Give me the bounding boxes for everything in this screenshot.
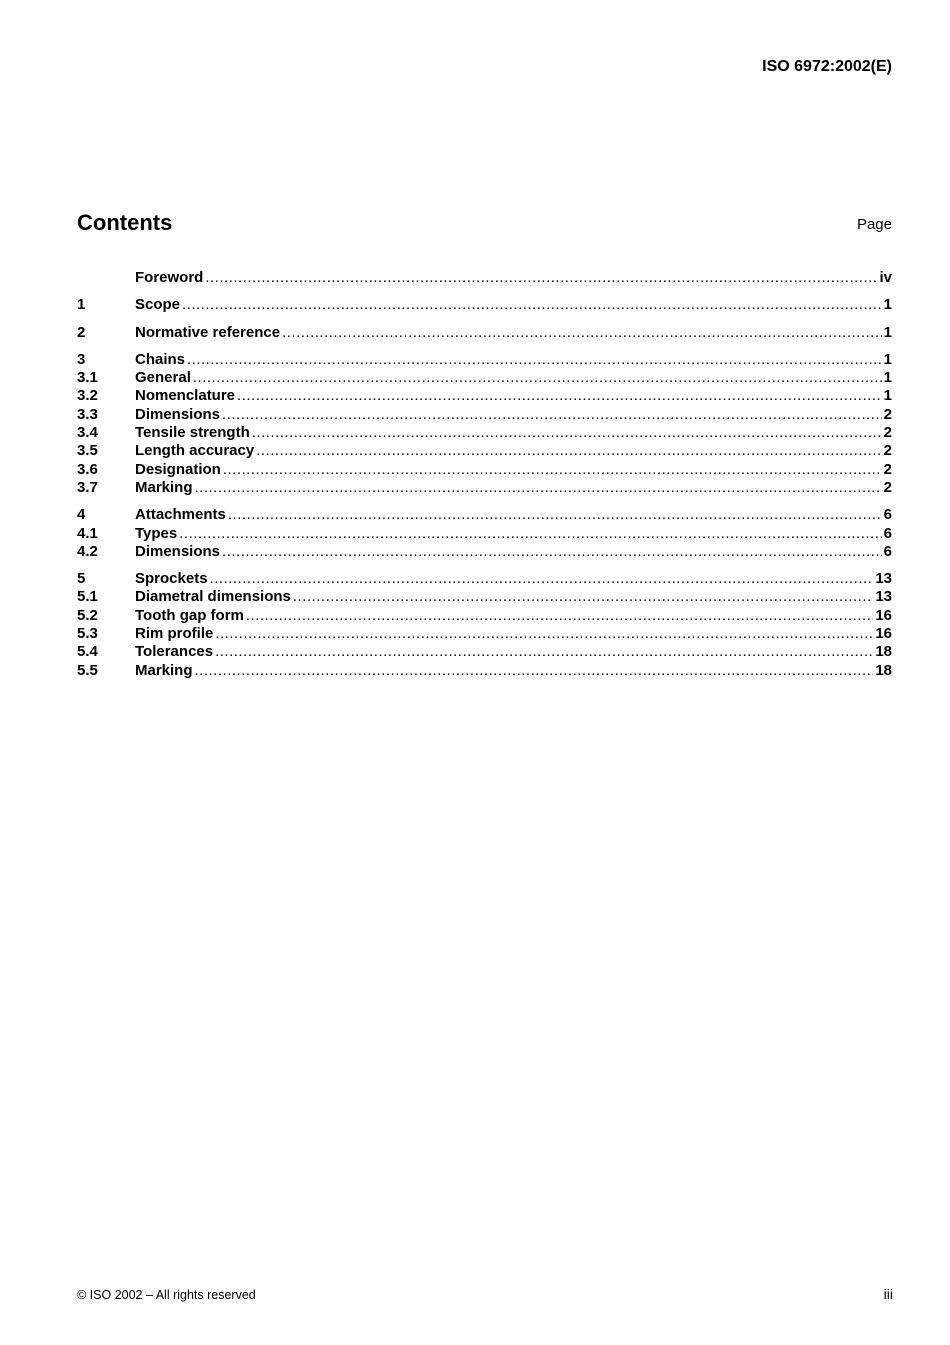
toc-entry[interactable] — [77, 324, 892, 342]
toc-entry-number: 5.3 — [77, 625, 98, 643]
toc-group — [77, 296, 892, 314]
toc-entry[interactable] — [77, 351, 892, 369]
toc-entry[interactable] — [77, 570, 892, 588]
toc-entry[interactable] — [77, 296, 892, 314]
toc-entry-page: 1 — [883, 369, 892, 387]
toc-dot-leader — [293, 588, 873, 606]
toc-entry-number: 3.3 — [77, 405, 98, 423]
toc-entry-page: 6 — [883, 506, 892, 524]
toc-entry-page: 1 — [883, 350, 892, 368]
page-number: iii — [883, 1286, 893, 1302]
toc-entry[interactable] — [77, 369, 892, 387]
toc-group — [77, 506, 892, 561]
toc-entry-title: Tensile strength — [135, 424, 250, 442]
table-of-contents — [77, 269, 892, 689]
toc-dot-leader — [222, 543, 882, 561]
toc-entry-page: 2 — [883, 460, 892, 478]
toc-dot-leader — [256, 442, 881, 460]
toc-entry-page: 2 — [883, 478, 892, 496]
toc-entry[interactable] — [77, 479, 892, 497]
toc-dot-leader — [282, 324, 882, 342]
toc-entry-number: 3.5 — [77, 442, 98, 460]
toc-dot-leader — [205, 269, 877, 287]
toc-entry-number: 3.2 — [77, 387, 98, 405]
toc-entry-title: Sprockets — [135, 570, 208, 588]
toc-entry-title: Scope — [135, 296, 181, 314]
toc-entry-title: Chains — [135, 350, 186, 368]
toc-entry[interactable] — [77, 643, 892, 661]
toc-entry-number: 5.2 — [77, 606, 98, 624]
toc-entry-title: Marking — [135, 661, 193, 679]
toc-entry[interactable] — [77, 625, 892, 643]
toc-entry[interactable] — [77, 607, 892, 625]
toc-entry-page: 2 — [883, 442, 892, 460]
toc-entry-page: 6 — [883, 542, 892, 560]
toc-group — [77, 351, 892, 497]
toc-entry[interactable] — [77, 424, 892, 442]
toc-entry[interactable] — [77, 506, 892, 524]
toc-entry-number: 5.4 — [77, 643, 98, 661]
toc-dot-leader — [246, 607, 873, 625]
toc-entry[interactable] — [77, 269, 892, 287]
toc-entry[interactable] — [77, 525, 892, 543]
contents-title: Contents — [77, 210, 173, 235]
toc-dot-leader — [210, 570, 874, 588]
toc-entry-number: 3.6 — [77, 460, 98, 478]
toc-entry-title: Attachments — [135, 506, 226, 524]
toc-entry-title: General — [135, 369, 191, 387]
toc-dot-leader — [252, 424, 882, 442]
toc-entry-page: 1 — [883, 323, 892, 341]
toc-entry-title: Marking — [135, 478, 193, 496]
copyright-notice: © ISO 2002 – All rights reserved — [77, 1288, 256, 1302]
toc-entry[interactable] — [77, 662, 892, 680]
toc-entry-page: 13 — [875, 570, 892, 588]
toc-entry[interactable] — [77, 588, 892, 606]
toc-entry-title: Nomenclature — [135, 387, 236, 405]
toc-entry-number: 5.1 — [77, 588, 98, 606]
toc-entry[interactable] — [77, 387, 892, 405]
toc-entry-page: 16 — [875, 625, 892, 643]
toc-entry-title: Dimensions — [135, 405, 221, 423]
toc-entry-number: 3.7 — [77, 478, 98, 496]
toc-entry-title: Normative reference — [135, 323, 281, 341]
toc-entry-page: 13 — [875, 588, 892, 606]
toc-dot-leader — [237, 387, 882, 405]
toc-dot-leader — [182, 296, 882, 314]
toc-entry-number: 5.5 — [77, 661, 98, 679]
toc-dot-leader — [179, 525, 881, 543]
toc-group — [77, 269, 892, 287]
toc-entry-page: 6 — [883, 524, 892, 542]
toc-dot-leader — [195, 479, 882, 497]
toc-entry-title: Foreword — [135, 269, 204, 286]
toc-entry-number: 3 — [77, 350, 86, 368]
toc-entry-number: 5 — [77, 570, 86, 588]
toc-dot-leader — [193, 369, 882, 387]
page-column-label: Page — [856, 216, 892, 233]
toc-entry-title: Dimensions — [135, 542, 221, 560]
toc-entry-number: 3.1 — [77, 369, 98, 387]
toc-entry[interactable] — [77, 442, 892, 460]
toc-entry[interactable] — [77, 543, 892, 561]
toc-entry-title: Diametral dimensions — [135, 588, 291, 606]
toc-dot-leader — [195, 662, 874, 680]
toc-entry-page: 2 — [883, 424, 892, 442]
toc-entry-title: Tolerances — [135, 643, 214, 661]
toc-entry[interactable] — [77, 461, 892, 479]
toc-entry-number: 3.4 — [77, 424, 98, 442]
toc-group — [77, 324, 892, 342]
toc-entry-number: 4 — [77, 506, 86, 524]
toc-entry-title: Rim profile — [135, 625, 214, 643]
toc-entry-title: Types — [135, 524, 178, 542]
toc-entry-page: 1 — [883, 387, 892, 405]
toc-entry-number: 1 — [77, 296, 86, 314]
toc-entry-page: 18 — [875, 661, 892, 679]
toc-dot-leader — [222, 406, 882, 424]
toc-group — [77, 570, 892, 680]
toc-entry-title: Length accuracy — [135, 442, 255, 460]
toc-dot-leader — [187, 351, 882, 369]
toc-entry-number: 4.1 — [77, 524, 98, 542]
toc-entry-page: iv — [879, 269, 892, 286]
toc-entry-page: 16 — [875, 606, 892, 624]
toc-entry-title: Tooth gap form — [135, 606, 244, 624]
toc-entry-number: 2 — [77, 323, 86, 341]
document-id-header: ISO 6972:2002(E) — [762, 58, 892, 75]
toc-entry-page: 1 — [883, 296, 892, 314]
toc-entry[interactable] — [77, 406, 892, 424]
toc-dot-leader — [223, 461, 882, 479]
toc-entry-page: 2 — [883, 405, 892, 423]
toc-dot-leader — [215, 643, 873, 661]
toc-entry-title: Designation — [135, 460, 221, 478]
toc-dot-leader — [228, 506, 882, 524]
toc-entry-page: 18 — [875, 643, 892, 661]
toc-dot-leader — [215, 625, 873, 643]
toc-entry-number: 4.2 — [77, 542, 98, 560]
